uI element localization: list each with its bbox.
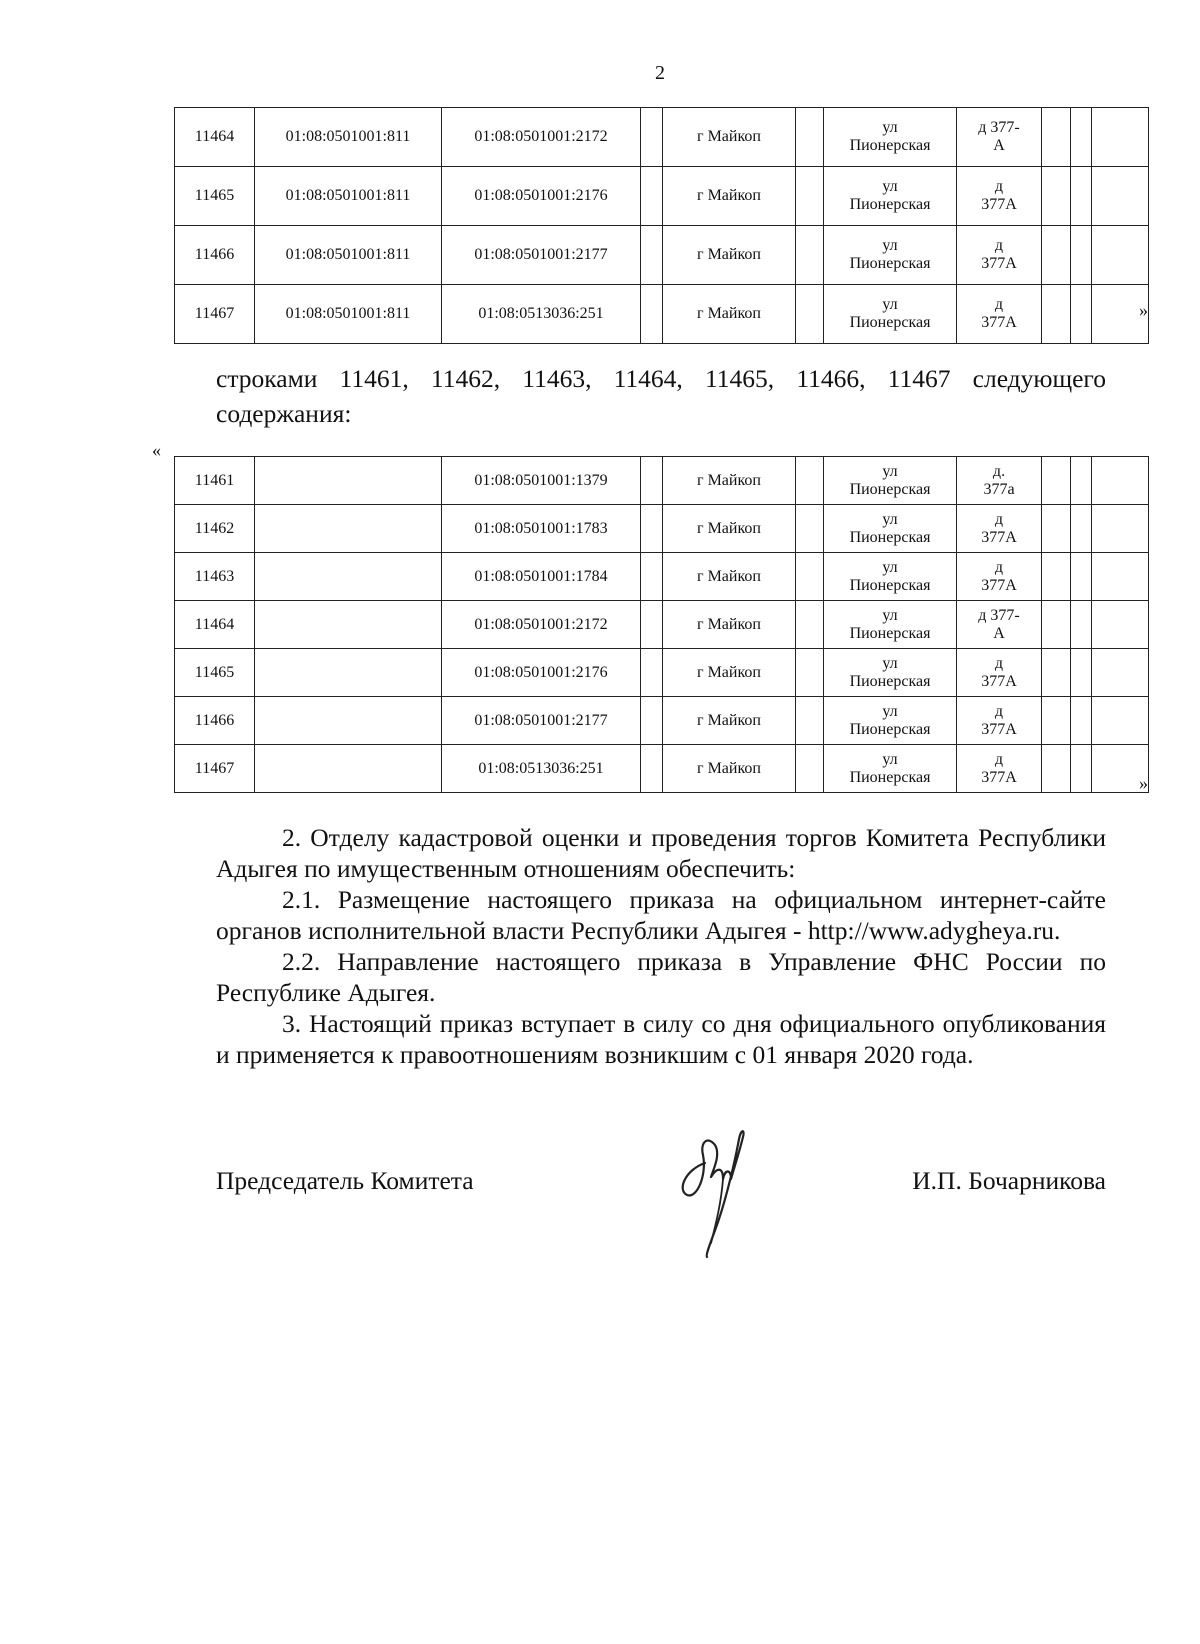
table-row xyxy=(175,601,1149,649)
empty-cell xyxy=(796,505,824,553)
empty-cell xyxy=(1092,226,1149,285)
empty-cell xyxy=(1042,505,1071,553)
row-number: 11462 xyxy=(175,505,255,553)
street xyxy=(824,457,957,505)
paragraph-2-1: 2.1. Размещение настоящего приказа на официальном интернет-сайте органов исполнительной власти Республики Адыгея - http://www.adygheya.ru. xyxy=(216,885,1106,945)
house xyxy=(957,553,1042,601)
row-number: 11463 xyxy=(175,553,255,601)
empty-cell xyxy=(1092,697,1149,745)
new-cadastral-number: 01:08:0501001:2172 xyxy=(442,601,641,649)
empty-cell xyxy=(796,108,824,167)
street-line: Пионерская xyxy=(849,255,931,272)
empty-cell xyxy=(1042,601,1071,649)
new-cadastral-number: 01:08:0501001:2176 xyxy=(442,649,641,697)
empty-cell xyxy=(1071,745,1092,793)
street-line: ул xyxy=(882,237,898,254)
street-line: ул xyxy=(882,296,898,313)
empty-cell xyxy=(1042,457,1071,505)
house-line: д xyxy=(994,237,1004,254)
table-after xyxy=(174,456,1149,793)
empty-cell xyxy=(641,649,663,697)
empty-cell xyxy=(1042,108,1071,167)
table-after-body xyxy=(175,457,1149,793)
new-cadastral-number: 01:08:0513036:251 xyxy=(442,285,641,344)
row-number: 11464 xyxy=(175,108,255,167)
table-row xyxy=(175,505,1149,553)
empty-cell xyxy=(641,745,663,793)
table-row xyxy=(175,167,1149,226)
old-cadastral-number xyxy=(255,601,442,649)
old-cadastral-number: 01:08:0501001:811 xyxy=(255,226,442,285)
house-line: д xyxy=(994,510,1004,528)
empty-cell xyxy=(1042,226,1071,285)
old-cadastral-number xyxy=(255,745,442,793)
street-line: ул xyxy=(882,702,898,720)
old-cadastral-number xyxy=(255,649,442,697)
empty-cell xyxy=(1092,601,1149,649)
table-row xyxy=(175,285,1149,344)
street-line: ул xyxy=(882,750,898,768)
house xyxy=(957,697,1042,745)
new-cadastral-number: 01:08:0501001:1379 xyxy=(442,457,641,505)
house xyxy=(957,457,1042,505)
empty-cell xyxy=(1092,649,1149,697)
city: г Майкоп xyxy=(663,108,796,167)
house xyxy=(957,108,1042,167)
empty-cell xyxy=(641,226,663,285)
house xyxy=(957,745,1042,793)
empty-cell xyxy=(1071,601,1092,649)
street-line: ул xyxy=(882,119,898,136)
empty-cell xyxy=(1092,505,1149,553)
table-row xyxy=(175,457,1149,505)
street-line: Пионерская xyxy=(849,137,931,154)
empty-cell xyxy=(796,553,824,601)
new-cadastral-number: 01:08:0501001:2177 xyxy=(442,226,641,285)
empty-cell xyxy=(641,601,663,649)
empty-cell xyxy=(641,553,663,601)
street-line: ул xyxy=(882,606,898,624)
paragraph-2: 2. Отделу кадастровой оценки и проведения торгов Комитета Республики Адыгея по имущественным отношениям обеспечить: xyxy=(216,823,1106,883)
empty-cell xyxy=(641,285,663,344)
empty-cell xyxy=(1042,553,1071,601)
street-line: Пионерская xyxy=(849,528,931,546)
street xyxy=(824,226,957,285)
empty-cell xyxy=(1092,553,1149,601)
city: г Майкоп xyxy=(663,285,796,344)
empty-cell xyxy=(796,649,824,697)
new-cadastral-number: 01:08:0501001:2176 xyxy=(442,167,641,226)
empty-cell xyxy=(1042,745,1071,793)
street-line: ул xyxy=(882,654,898,672)
house-line: А xyxy=(993,624,1005,642)
opening-quote: « xyxy=(152,440,161,460)
empty-cell xyxy=(641,457,663,505)
old-cadastral-number xyxy=(255,457,442,505)
empty-cell xyxy=(1071,167,1092,226)
city: г Майкоп xyxy=(663,167,796,226)
street-line: ул xyxy=(882,462,898,480)
city: г Майкоп xyxy=(663,601,796,649)
table-row xyxy=(175,697,1149,745)
house-line: 377А xyxy=(981,314,1017,331)
house-line: д xyxy=(994,654,1004,672)
old-cadastral-number: 01:08:0501001:811 xyxy=(255,167,442,226)
empty-cell xyxy=(796,285,824,344)
street xyxy=(824,745,957,793)
table-before xyxy=(174,107,1149,344)
old-cadastral-number xyxy=(255,505,442,553)
empty-cell xyxy=(1042,167,1071,226)
empty-cell xyxy=(641,108,663,167)
street-line: ул xyxy=(882,558,898,576)
table-row xyxy=(175,745,1149,793)
street xyxy=(824,167,957,226)
old-cadastral-number xyxy=(255,553,442,601)
street-line: Пионерская xyxy=(849,672,931,690)
house xyxy=(957,226,1042,285)
city: г Майкоп xyxy=(663,697,796,745)
closing-quote-2: » xyxy=(1139,773,1148,793)
row-number: 11466 xyxy=(175,697,255,745)
empty-cell xyxy=(1071,649,1092,697)
old-cadastral-number xyxy=(255,697,442,745)
row-number: 11465 xyxy=(175,167,255,226)
table-row xyxy=(175,649,1149,697)
house xyxy=(957,505,1042,553)
row-number: 11467 xyxy=(175,745,255,793)
house-line: д xyxy=(994,178,1004,195)
empty-cell xyxy=(1071,553,1092,601)
empty-cell xyxy=(796,226,824,285)
empty-cell xyxy=(1092,167,1149,226)
house-line: 377А xyxy=(981,672,1017,690)
street xyxy=(824,697,957,745)
empty-cell xyxy=(796,167,824,226)
street-line: Пионерская xyxy=(849,314,931,331)
empty-cell xyxy=(796,601,824,649)
house-line: 377а xyxy=(983,480,1015,498)
house xyxy=(957,601,1042,649)
house-line: 377А xyxy=(981,255,1017,272)
city: г Майкоп xyxy=(663,505,796,553)
empty-cell xyxy=(641,505,663,553)
street xyxy=(824,649,957,697)
paragraph-2-2: 2.2. Направление настоящего приказа в Управление ФНС России по Республике Адыгея. xyxy=(216,947,1106,1007)
city: г Майкоп xyxy=(663,457,796,505)
city: г Майкоп xyxy=(663,649,796,697)
house xyxy=(957,167,1042,226)
house-line: 377А xyxy=(981,768,1017,786)
old-cadastral-number: 01:08:0501001:811 xyxy=(255,285,442,344)
empty-cell xyxy=(796,697,824,745)
old-cadastral-number: 01:08:0501001:811 xyxy=(255,108,442,167)
row-number: 11465 xyxy=(175,649,255,697)
street xyxy=(824,553,957,601)
street-line: Пионерская xyxy=(849,720,931,738)
empty-cell xyxy=(796,745,824,793)
street-line: Пионерская xyxy=(849,480,931,498)
row-number: 11467 xyxy=(175,285,255,344)
new-cadastral-number: 01:08:0501001:2177 xyxy=(442,697,641,745)
street xyxy=(824,285,957,344)
empty-cell xyxy=(1071,457,1092,505)
city: г Майкоп xyxy=(663,226,796,285)
house xyxy=(957,285,1042,344)
empty-cell xyxy=(796,457,824,505)
table-before-body xyxy=(175,108,1149,344)
house-line: 377А xyxy=(981,720,1017,738)
empty-cell xyxy=(1071,226,1092,285)
empty-cell xyxy=(1071,697,1092,745)
house-line: 377А xyxy=(981,528,1017,546)
table-row xyxy=(175,108,1149,167)
signatory-position: Председатель Комитета xyxy=(216,1166,474,1195)
street-line: Пионерская xyxy=(849,624,931,642)
signatory-name: И.П. Бочарникова xyxy=(912,1166,1106,1195)
house-line: д. xyxy=(992,462,1006,480)
row-number: 11466 xyxy=(175,226,255,285)
house-line: д xyxy=(994,702,1004,720)
city: г Майкоп xyxy=(663,553,796,601)
city: г Майкоп xyxy=(663,745,796,793)
house-line: 377А xyxy=(981,196,1017,213)
house-line: д 377- xyxy=(978,119,1020,136)
table-row xyxy=(175,553,1149,601)
empty-cell xyxy=(1042,649,1071,697)
house-line: 377А xyxy=(981,576,1017,594)
street xyxy=(824,601,957,649)
street-line: Пионерская xyxy=(849,196,931,213)
house-line: д xyxy=(994,296,1004,313)
street xyxy=(824,108,957,167)
house xyxy=(957,649,1042,697)
paragraph-3: 3. Настоящий приказ вступает в силу со дня официального опубликования и применяется к правоотношениям возникшим с 01 января 2020 года. xyxy=(216,1009,1106,1069)
house-line: А xyxy=(993,137,1005,154)
house-line: д 377- xyxy=(978,606,1020,624)
new-cadastral-number: 01:08:0501001:1784 xyxy=(442,553,641,601)
empty-cell xyxy=(1071,285,1092,344)
new-cadastral-number: 01:08:0513036:251 xyxy=(442,745,641,793)
empty-cell xyxy=(1071,108,1092,167)
intro-text: строками 11461, 11462, 11463, 11464, 11465, 11466, 11467 следующего содержания: xyxy=(216,364,1106,428)
house-line: д xyxy=(994,558,1004,576)
row-number: 11464 xyxy=(175,601,255,649)
empty-cell xyxy=(641,697,663,745)
closing-quote-1: » xyxy=(1139,300,1148,320)
page-number: 2 xyxy=(655,62,665,84)
street-line: ул xyxy=(882,510,898,528)
new-cadastral-number: 01:08:0501001:1783 xyxy=(442,505,641,553)
empty-cell xyxy=(1092,457,1149,505)
house-line: д xyxy=(994,750,1004,768)
street-line: Пионерская xyxy=(849,768,931,786)
empty-cell xyxy=(1042,697,1071,745)
new-cadastral-number: 01:08:0501001:2172 xyxy=(442,108,641,167)
empty-cell xyxy=(641,167,663,226)
street-line: Пионерская xyxy=(849,576,931,594)
order-paragraphs xyxy=(216,822,1106,1070)
street xyxy=(824,505,957,553)
empty-cell xyxy=(1042,285,1071,344)
street-line: ул xyxy=(882,178,898,195)
table-row xyxy=(175,226,1149,285)
empty-cell xyxy=(1071,505,1092,553)
handwritten-signature xyxy=(665,1115,775,1265)
empty-cell xyxy=(1092,108,1149,167)
row-number: 11461 xyxy=(175,457,255,505)
